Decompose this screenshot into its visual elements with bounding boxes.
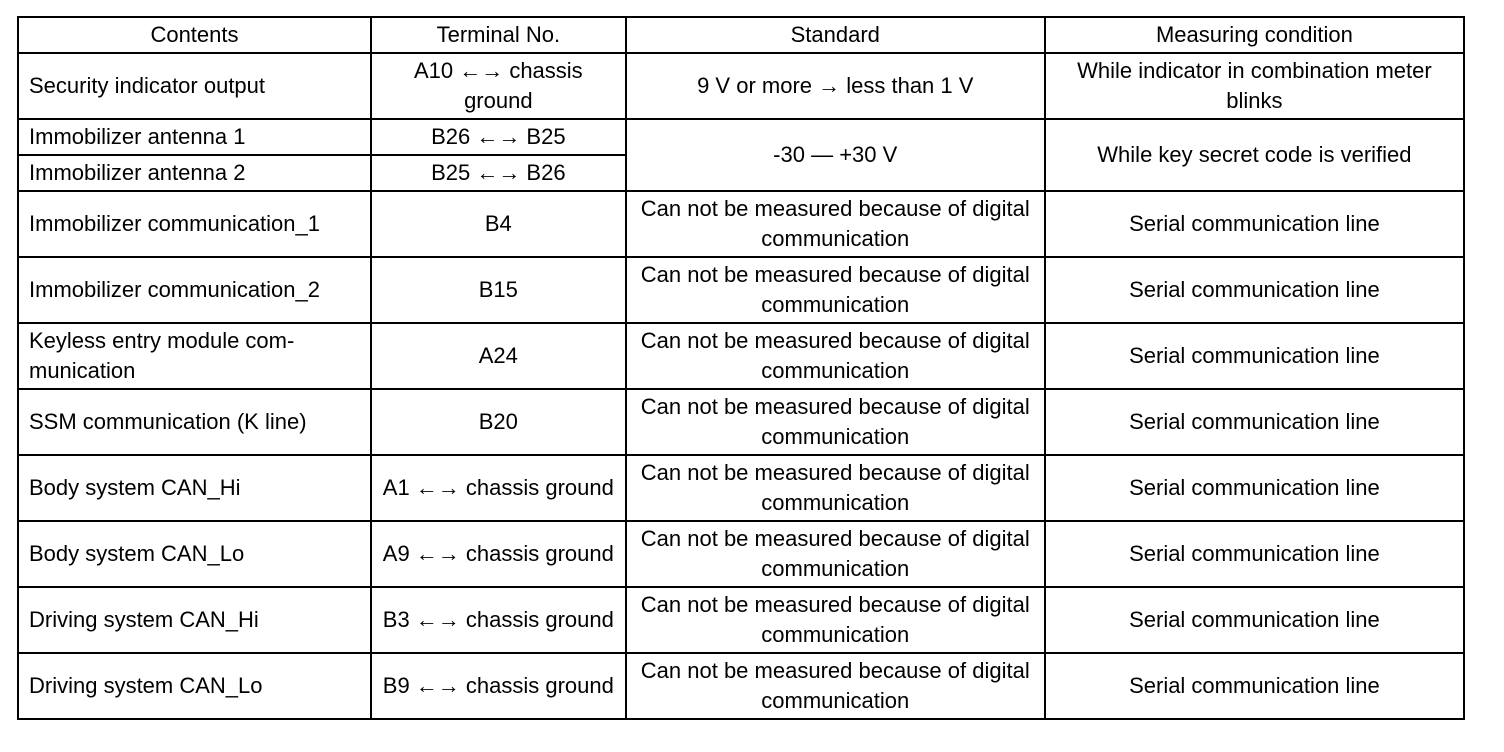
table-row xyxy=(18,191,1464,257)
cell-condition: Serial communication line xyxy=(1045,521,1464,587)
cell-contents: SSM communication (K line) xyxy=(18,389,371,455)
cell-terminal: B20 xyxy=(371,389,626,455)
cell-contents: Immobilizer communication_1 xyxy=(18,191,371,257)
cell-contents: Immobilizer communication_2 xyxy=(18,257,371,323)
table-row xyxy=(18,53,1464,119)
table-header-row xyxy=(18,17,1464,53)
cell-standard: Can not be measured because of digital communication xyxy=(626,455,1045,521)
cell-condition: Serial communication line xyxy=(1045,587,1464,653)
table-row xyxy=(18,587,1464,653)
cell-contents: Body system CAN_Lo xyxy=(18,521,371,587)
cell-standard: Can not be measured because of digital communication xyxy=(626,521,1045,587)
table-row xyxy=(18,323,1464,389)
cell-condition: Serial communication line xyxy=(1045,653,1464,719)
cell-contents: Security indicator output xyxy=(18,53,371,119)
cell-condition: Serial communication line xyxy=(1045,191,1464,257)
cell-terminal: B3 ←→ chassis ground xyxy=(371,587,626,653)
cell-terminal: A24 xyxy=(371,323,626,389)
cell-contents: Body system CAN_Hi xyxy=(18,455,371,521)
header-contents: Contents xyxy=(18,17,371,53)
header-terminal-no: Terminal No. xyxy=(371,17,626,53)
cell-standard: Can not be measured because of digital communication xyxy=(626,389,1045,455)
cell-standard: Can not be measured because of digital communication xyxy=(626,587,1045,653)
table-row xyxy=(18,257,1464,323)
cell-condition: Serial communication line xyxy=(1045,323,1464,389)
header-standard: Standard xyxy=(626,17,1045,53)
cell-contents: Driving system CAN_Hi xyxy=(18,587,371,653)
cell-terminal: A1 ←→ chassis ground xyxy=(371,455,626,521)
table-row xyxy=(18,119,1464,155)
table-row xyxy=(18,455,1464,521)
cell-terminal: B9 ←→ chassis ground xyxy=(371,653,626,719)
cell-contents: Keyless entry module com-munication xyxy=(18,323,371,389)
cell-condition: Serial communication line xyxy=(1045,389,1464,455)
cell-standard: Can not be measured because of digital communication xyxy=(626,653,1045,719)
cell-terminal: B15 xyxy=(371,257,626,323)
cell-standard: Can not be measured because of digital communication xyxy=(626,191,1045,257)
cell-standard: Can not be measured because of digital communication xyxy=(626,257,1045,323)
cell-standard: Can not be measured because of digital communication xyxy=(626,323,1045,389)
cell-condition: While key secret code is verified xyxy=(1045,119,1464,191)
cell-terminal: A10 ←→ chassis ground xyxy=(371,53,626,119)
cell-contents: Immobilizer antenna 1 xyxy=(18,119,371,155)
header-measuring-condition: Measuring condition xyxy=(1045,17,1464,53)
terminal-spec-table xyxy=(17,16,1465,720)
cell-contents: Driving system CAN_Lo xyxy=(18,653,371,719)
cell-standard: -30 — +30 V xyxy=(626,119,1045,191)
cell-contents: Immobilizer antenna 2 xyxy=(18,155,371,191)
cell-terminal: B4 xyxy=(371,191,626,257)
cell-terminal: B26 ←→ B25 xyxy=(371,119,626,155)
cell-condition: Serial communication line xyxy=(1045,455,1464,521)
table-row xyxy=(18,653,1464,719)
cell-terminal: A9 ←→ chassis ground xyxy=(371,521,626,587)
cell-condition: Serial communication line xyxy=(1045,257,1464,323)
cell-terminal: B25 ←→ B26 xyxy=(371,155,626,191)
table-row xyxy=(18,389,1464,455)
cell-standard: 9 V or more → less than 1 V xyxy=(626,53,1045,119)
cell-condition: While indicator in combination meter blinks xyxy=(1045,53,1464,119)
table-row xyxy=(18,521,1464,587)
